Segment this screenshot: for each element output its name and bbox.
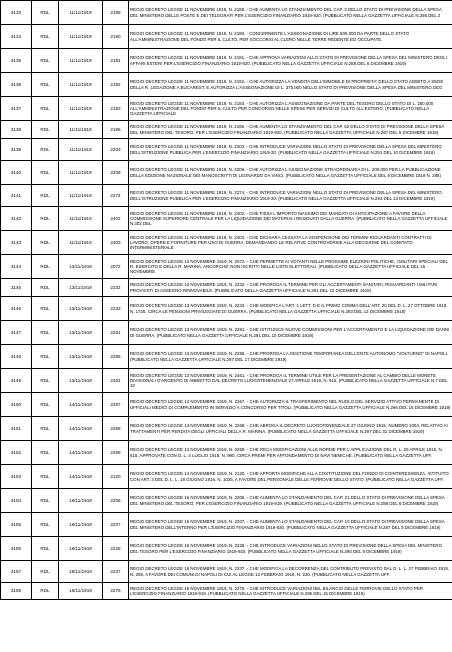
table-row xyxy=(1,279,452,297)
table-row xyxy=(1,441,452,465)
table-row xyxy=(1,321,452,345)
record-description-cell: REGIO DECRETO LEGGE 11 NOVEMBRE 1919, N. 2203. - CHE INTRODUCE VARIAZIONI NELLO STATO DI PREVISIONE DELLA SPESA DEL MINISTERO DELL'ISTRUZIONE PUBBLICA PER L'ESERCIZIO FINANZIARIO 1919-20. (PUBBLICATO NELLA GAZZETTA UFFICIALE N.291 DEL 10 DICEMBRE 1919) xyxy=(129,139,452,161)
table-row xyxy=(1,1,452,25)
record-number-cell: 3145 xyxy=(1,279,32,297)
record-code-cell: 2281 xyxy=(103,321,129,345)
record-number-cell: 3155 xyxy=(1,513,32,537)
record-description-cell: REGIO DECRETO LEGGE 13 NOVEMBRE 1919, N. 2461. - CHE PROROGA IL TERMINE UTILE PER LA PRESENTAZIONE AL CAMBIO DELLE MONETE DIVISIONALI D'ARGENTO DI ABBIETTO DAL DECRETO LUOGOTENENZIALE 27 APRILE 1919, N. 616. (PUBBLICATO NELLA GAZZETTA UFFICIALE N.7 DEL 10 xyxy=(129,369,452,393)
record-date-cell: 14/11/1919 xyxy=(59,417,103,441)
record-code-cell: 2191 xyxy=(103,49,129,73)
record-description-cell: REGIO DECRETO LEGGE 13 NOVEMBRE 1919, N. 2233. - CHE MODIFICA L'ART. 1 LETT. D E IL PRIMO COMMA DELL'ART. 20 DEL D. L. 27 OTTOBRE 1918, N. 1726, CIRCA LE PENSIONI PRIVILEGIATE DI GUERRA. (PUBBLICATO NELLA GAZZETTA UFFICIALE N.293 DEL 12 DICEMBRE 1919) xyxy=(129,297,452,321)
record-type-cell: RDL xyxy=(32,121,59,139)
record-code-cell: 2206 xyxy=(103,489,129,513)
record-date-cell: 11/11/1919 xyxy=(59,185,103,207)
record-code-cell: 2189 xyxy=(103,1,129,25)
record-description-cell: REGIO DECRETO LEGGE 14 NOVEMBRE 1919, N. 2267. - CHE AUTORIZZA IL TRASFERIMENTO NEL RUOLO DEL SERVIZIO ATTIVO PERMANENTE DI UFFICIALI MEDICI DI COMPLEMENTO IN SERVIZIO A CONCORSO PER TITOLI. (PUBBLICATO NELLA GAZZETTA UFFICIALE N.296 DEL 16 DICEMBRE 1919) xyxy=(129,393,452,417)
record-type-cell: RDL xyxy=(32,207,59,231)
record-description-cell: REGIO DECRETO LEGGE 14 NOVEMBRE 1919, N. 2268. - CHE ABROGA IL DECRETO LUOGOTENENZIALE 27 GIUGNO 1915, NUMERO 1004, RELATIVO AI TRATTAMENTI PER PERDITA DEGLI UFFICIALI DELLA R. MARINA. (PUBBLICATO NELLA GAZZETTA UFFICIALE N.297 DEL 31 DICEMBRE 1919) xyxy=(129,417,452,441)
record-number-cell: 3152 xyxy=(1,441,32,465)
record-date-cell: 11/11/1919 xyxy=(59,231,103,255)
record-number-cell: 3141 xyxy=(1,185,32,207)
table-row xyxy=(1,121,452,139)
record-code-cell: 2209 xyxy=(103,161,129,185)
record-description-cell: REGIO DECRETO LEGGE 11 NOVEMBRE 1919, N. 2209. - CHE AUTORIZZA L'ASSEGNAZIONE STRAORDINARIA DI L. 200.000 PER LA PUBBLICAZIONE DELLA EDIZIONE NAZIONALE DEI MANOSCRITTI DI LEONARDO DA VINCI. (PUBBLICATO NELLA GAZZETTA UFFICIALE DEL 6 DICEMBRE 1919 N. 288) xyxy=(129,161,452,185)
record-type-cell: RDL xyxy=(32,1,59,25)
record-type-cell: RDL xyxy=(32,97,59,121)
record-date-cell: 13/11/1919 xyxy=(59,279,103,297)
record-type-cell: RDL xyxy=(32,255,59,279)
record-number-cell: 3157 xyxy=(1,561,32,583)
table-row xyxy=(1,369,452,393)
record-code-cell: 2274 xyxy=(103,185,129,207)
record-number-cell: 3136 xyxy=(1,73,32,97)
record-description-cell: REGIO DECRETO LEGGE 11 NOVEMBRE 1919, N. 2188. - CHE AUMENTA LO STANZIAMENTO DEL CAP. 3 DELLO STATO DI PREVISIONE DELLA SPESA DEL MINISTERO DELLE POSTE E DEI TELEGRAFI PER L'ESERCIZIO FINANZIARIO 1919-920. (PUBBLICATO NELLA GAZZETTA UFFICIALE N.286 DEL 2 xyxy=(129,1,452,25)
table-row xyxy=(1,513,452,537)
record-type-cell: RDL xyxy=(32,49,59,73)
record-date-cell: 13/11/1919 xyxy=(59,297,103,321)
record-number-cell: 3154 xyxy=(1,489,32,513)
record-type-cell: RDL xyxy=(32,25,59,49)
record-number-cell: 3139 xyxy=(1,139,32,161)
record-type-cell: RDL xyxy=(32,417,59,441)
table-row xyxy=(1,49,452,73)
table-row xyxy=(1,161,452,185)
record-number-cell: 3149 xyxy=(1,369,32,393)
record-date-cell: 14/11/1919 xyxy=(59,441,103,465)
record-code-cell: 2072 xyxy=(103,255,129,279)
record-number-cell: 3158 xyxy=(1,583,32,600)
table-row xyxy=(1,465,452,489)
table-row xyxy=(1,417,452,441)
record-type-cell: RDL xyxy=(32,513,59,537)
record-code-cell: 2207 xyxy=(103,513,129,537)
record-code-cell: 2203 xyxy=(103,139,129,161)
table-row xyxy=(1,393,452,417)
record-type-cell: RDL xyxy=(32,279,59,297)
record-number-cell: 3140 xyxy=(1,161,32,185)
record-description-cell: REGIO DECRETO LEGGE 14 NOVEMBRE 1919, N. 2269. - CHE RECA MODIFICAZIONI ALLE NORME PER L'APPLICAZIONE DEL R. L. 29 APRILE 1915, N. 615, APPROVATE CON D. L. 4 LUGLIO 1918, N. 990, CIRCA PREMI PER AFFONDAMENTO DI NAVI NEMICHE. (PUBBLICATO NELLA GAZZETTA UFF. xyxy=(129,441,452,465)
record-type-cell: RDL xyxy=(32,393,59,417)
record-date-cell: 11/11/1919 xyxy=(59,25,103,49)
record-type-cell: RDL xyxy=(32,231,59,255)
record-date-cell: 13/11/1919 xyxy=(59,255,103,279)
record-date-cell: 13/11/1919 xyxy=(59,369,103,393)
record-description-cell: REGIO DECRETO LEGGE 11 NOVEMBRE 1919, N. 2191. - CHE APPROVA VARIAZIONI ALLO STATO DI PREVISIONE DELLA SPESA DEL MINISTERO DEGLI AFFARI ESTERI PER L'ESERCIZIO FINANZIARIO 1919-920. (PUBBLICATO NELLA GAZZETTA UFFICIALE N.288 DEL 6 DICEMBRE 1919) xyxy=(129,49,452,73)
record-description-cell: REGIO DECRETO LEGGE 11 NOVEMBRE 1919, N. 2192. - CHE AUTORIZZA LA VENDITA DELL'IMMOBILE DI PROPRIETA' DELLO STATO ADIBITO A SEDE DELLA R. LEGAZIONE A BUCAREST, E AUTORIZZA L'ASSEGNAZIONE DI L. 375.000 NELLO STATO DI PREVISIONE DELLA SPESA DEL MINISTERO DEG xyxy=(129,73,452,97)
record-description-cell: REGIO DECRETO LEGGE 16 NOVEMBRE 1919, N. 2228. - CHE INTRODUCE VARIAZIONI NELLO STATO DI PREVISIONE DELLA SPESA DEL MINISTERO DEL TESORO PER L'ESERCIZIO FINANZIARIO 1919-920. (PUBBLICATO NELLA GAZZETTA UFFICIALE N.290 DEL 9 DICEMBRE 1919) xyxy=(129,537,452,561)
record-description-cell: REGIO DECRETO LEGGE 13 NOVEMBRE 1919, N. 2295. - CHE PROROGA LA GESTIONE TEMPORANEA DELL'ENTE AUTONOMO "VOLTURNO" DI NAPOLI. (PUBBLICATO NELLA GAZZETTA UFFICIALE N.297 DEL 17 DICEMBRE 1919) xyxy=(129,345,452,369)
record-number-cell: 3138 xyxy=(1,121,32,139)
record-type-cell: RDL xyxy=(32,441,59,465)
record-number-cell: 3146 xyxy=(1,297,32,321)
record-date-cell: 16/11/1919 xyxy=(59,513,103,537)
record-code-cell: 2228 xyxy=(103,537,129,561)
record-description-cell: REGIO DECRETO LEGGE 11 NOVEMBRE 1919, N. 2190. - CONCERNENTE L'ASSEGNAZIONE DI LIRE 500.000 DA PARTE DELLO STATO ALL'AMMINISTRAZIONE DEL FONDO PER IL CULTO, PER SOCCORSI AL CLERO NELLE TERRE REDENTE ED OCCUPATE. xyxy=(129,25,452,49)
table-row xyxy=(1,25,452,49)
record-type-cell: RDL xyxy=(32,465,59,489)
records-body xyxy=(1,1,452,600)
table-row xyxy=(1,297,452,321)
record-description-cell: REGIO DECRETO LEGGE 11 NOVEMBRE 1919, N. 2193. - CHE AUTORIZZA L'ASSEGNAZIONE DA PARTE DEL TESORO DELLO STATO DI L. 250.000 ALL'AMMINISTRAZIONE DEL FONDO PER IL CULTO PER CONCORSO NELLE SPESE PER SERVIZI DI CULTO ALL'ESTERO. (PUBBLICATO NELLA GAZZETTA UFFICIALE xyxy=(129,97,452,121)
record-date-cell: 16/11/1919 xyxy=(59,537,103,561)
record-number-cell: 3142 xyxy=(1,207,32,231)
record-date-cell: 13/11/1919 xyxy=(59,345,103,369)
record-number-cell: 3133 xyxy=(1,1,32,25)
table-row xyxy=(1,255,452,279)
record-date-cell: 16/11/1919 xyxy=(59,561,103,583)
record-number-cell: 3137 xyxy=(1,97,32,121)
record-number-cell: 3151 xyxy=(1,417,32,441)
record-type-cell: RDL xyxy=(32,321,59,345)
table-row xyxy=(1,537,452,561)
record-code-cell: 2196 xyxy=(103,121,129,139)
table-row xyxy=(1,97,452,121)
record-description-cell: REGIO DECRETO LEGGE 13 NOVEMBRE 1919, N. 2232. - CHE PROROGA IL TERMINE PER GLI ACCERTAMENTI SANITARI, RIGUARDANTI I MILITARI PROVVISTI DI ASSEGNO RINNOVABILE. (PUBBLICATO NELLA GAZZETTA UFFICIALE N.291 DEL 10 DICEMBRE 1919) xyxy=(129,279,452,297)
record-code-cell: 2403 xyxy=(103,231,129,255)
record-date-cell: 11/11/1919 xyxy=(59,97,103,121)
record-description-cell: REGIO DECRETO LEGGE 11 NOVEMBRE 1919, N. 2403. - CHE DICHIARA CESSATA LA SOSPENSIONE DEI TERMINI RIGUARDANTI CONTRATTI DI LAVORO, OPERE E FORNITURE PER USO DI GUERRA, DEMANDANDO LE RELATIVE CONTROVERSIE ALLA DECISIONE DEL COMITATO INTERMINISTERIALE xyxy=(129,231,452,255)
record-date-cell: 11/11/1919 xyxy=(59,49,103,73)
record-number-cell: 3153 xyxy=(1,465,32,489)
record-code-cell: 2268 xyxy=(103,417,129,441)
record-type-cell: RDL xyxy=(32,345,59,369)
table-row xyxy=(1,561,452,583)
record-number-cell: 3144 xyxy=(1,255,32,279)
record-date-cell: 11/11/1919 xyxy=(59,161,103,185)
record-date-cell: 16/11/1919 xyxy=(59,489,103,513)
record-description-cell: REGIO DECRETO LEGGE 16 NOVEMBRE 1919, N. 2275. - CHE INTRODUCE VARIAZIONI NEL BILANCIO DELLE FERROVIE DELLO STATO PER L'ESERCIZIO FINANZIARIO 1919-919. (PUBBLICATO NELLA GAZZETTA UFFICIALE N.295 DEL 15 DICEMBRE 1919) xyxy=(129,583,452,600)
table-row xyxy=(1,73,452,97)
record-type-cell: RDL xyxy=(32,73,59,97)
record-description-cell: REGIO DECRETO LEGGE 11 NOVEMBRE 1919, N. 2402. - CHE FISSA L'IMPORTO MASSIMO DEI MANDATI DI ANTICIPAZIONE A FAVORE DELLA COMMISSIONE SUPERIORE CENTRALE PER LA LIQUIDAZIONE DEI MATERIALI RESIDUATI DALLA GUERRA. (PUBBLICATO NELLA GAZZETTA UFFICIALE N.302 DEL xyxy=(129,207,452,231)
record-description-cell: REGIO DECRETO LEGGE 16 NOVEMBRE 1919, N. 2206. - CHE AUMENTA LO STANZIAMENTO DEL CAP. 21 DELLO STATO DI PREVISIONE DELLA SPESA DEL MINISTERO DEL TESORO, PER L'ESERCIZIO FINANZIARIO 1919-919. (PUBBLICATO NELLA GAZZETTA UFFICIALE N.288 DEL 6 DICEMBRE 1919) xyxy=(129,489,452,513)
record-date-cell: 14/11/1919 xyxy=(59,465,103,489)
record-date-cell: 11/11/1919 xyxy=(59,139,103,161)
table-row xyxy=(1,207,452,231)
record-type-cell: RDL xyxy=(32,185,59,207)
record-code-cell: 2190 xyxy=(103,25,129,49)
record-number-cell: 3148 xyxy=(1,345,32,369)
record-code-cell: 2269 xyxy=(103,441,129,465)
record-date-cell: 11/11/1919 xyxy=(59,121,103,139)
record-type-cell: RDL xyxy=(32,561,59,583)
record-code-cell: 2233 xyxy=(103,297,129,321)
record-description-cell: REGIO DECRETO LEGGE 11 NOVEMBRE 1919, N. 2196. - CHE AUMENTA LO STANZIAMENTO DEL CAP. 62 DELLO STATO DI PREVISIONE DELLA SPESA DEL MINISTERO DEL TESORO, PER L'ESERCIZIO FINANZIARIO 1919-920. (PUBBLICATO NELLA GAZZETTA UFFICIALE N.287 DEL 5 DICEMBRE 1919) xyxy=(129,121,452,139)
record-date-cell: 13/11/1919 xyxy=(59,321,103,345)
record-type-cell: RDL xyxy=(32,369,59,393)
record-code-cell: 2461 xyxy=(103,369,129,393)
table-row xyxy=(1,583,452,600)
record-type-cell: RDL xyxy=(32,139,59,161)
record-code-cell: 2267 xyxy=(103,393,129,417)
record-type-cell: RDL xyxy=(32,537,59,561)
record-number-cell: 3143 xyxy=(1,231,32,255)
record-code-cell: 2402 xyxy=(103,207,129,231)
table-row xyxy=(1,231,452,255)
record-description-cell: REGIO DECRETO LEGGE 11 NOVEMBRE 1919, N. 2274. - CHE INTRODUCE VARIAZIONI NELLO STATO DI PREVISIONE DELLA SPESA DEL MINISTERO DELL'ISTRUZIONE PUBBLICA PER L'ESERCIZIO FINANZIARIO 1919-20. (PUBBLICATO NELLA GAZZETTA UFFICIALE N.293 DEL 13 DICEMBRE 1919) xyxy=(129,185,452,207)
record-number-cell: 3135 xyxy=(1,49,32,73)
table-row xyxy=(1,139,452,161)
record-code-cell: 2275 xyxy=(103,583,129,600)
record-description-cell: REGIO DECRETO LEGGE 13 NOVEMBRE 1919, N. 2072. - CHE PERMETTE AI VOTANTI NELLE PROSSIME ELEZIONI POLITICHE, I MILITARI SPECIALI DEL R. ESERCITO E DELLA R. MARINA, ANCORCHE' NON ISCRITTI NELLE LISTE ELETTORALI. (PUBBLICATO NELLA GAZZETTA UFFICIALE DEL 15 NOVEMBRE xyxy=(129,255,452,279)
record-description-cell: REGIO DECRETO LEGGE 16 NOVEMBRE 1919, N. 2237. - CHE MODIFICA LA DECORRENZA DEL CONTRIBUTO PREVISTO DAL D. L. L. 27 FEBBRAIO 1919, N. 296, A FAVORE DEI COMUNI DI NAPOLI DI CUI AL LEGGE 12 FEBBRAIO 1919, N. 220. (PUBBLICATO NELLA GAZZETTA UFF. xyxy=(129,561,452,583)
record-date-cell: 11/11/1919 xyxy=(59,1,103,25)
record-date-cell: 11/11/1919 xyxy=(59,73,103,97)
record-code-cell: 2120 xyxy=(103,465,129,489)
record-code-cell: 2237 xyxy=(103,561,129,583)
record-date-cell: 16/11/1919 xyxy=(59,583,103,600)
table-row xyxy=(1,345,452,369)
record-type-cell: RDL xyxy=(32,583,59,600)
record-number-cell: 3150 xyxy=(1,393,32,417)
record-type-cell: RDL xyxy=(32,297,59,321)
record-type-cell: RDL xyxy=(32,161,59,185)
table-row xyxy=(1,489,452,513)
record-description-cell: REGIO DECRETO LEGGE 16 NOVEMBRE 1919, N. 2207. - CHE AUMENTA LO STANZIAMENTO DEL CAP. 10 DELLO STATO DI PREVISIONE DELLA SPESA DEL MINISTERO DELL'INTERNO PER L'ESERCIZIO FINANZIARIO 1919-920. (PUBBLICATO NELLA GAZZETTA UFFICIALE N.287 DEL 5 DICEMBRE 1919) xyxy=(129,513,452,537)
record-code-cell: 2232 xyxy=(103,279,129,297)
record-type-cell: RDL xyxy=(32,489,59,513)
record-code-cell: 2295 xyxy=(103,345,129,369)
record-code-cell: 2192 xyxy=(103,73,129,97)
record-description-cell: REGIO DECRETO LEGGE 13 NOVEMBRE 1919, N. 2281. - CHE ISTITUISCE NUOVE COMMISSIONI PER L'ACCERTAMENTO E LA LIQUIDAZIONE DEI DANNI DI GUERRA. (PUBBLICATO NELLA GAZZETTA UFFICIALE N.291 DEL 10 DICEMBRE 1919) xyxy=(129,321,452,345)
record-date-cell: 14/11/1919 xyxy=(59,393,103,417)
record-code-cell: 2193 xyxy=(103,97,129,121)
record-number-cell: 3156 xyxy=(1,537,32,561)
record-number-cell: 3134 xyxy=(1,25,32,49)
record-date-cell: 11/11/1919 xyxy=(59,207,103,231)
table-row xyxy=(1,185,452,207)
record-description-cell: REGIO DECRETO LEGGE 14 NOVEMBRE 1919, N. 2120. - CHE APPORTA MODIFICHE ALLA COSTITUZIONE DEL FONDO DI COINTERESSENZA, ISTITUITO CON ART. 3 DEL D. L. L. 18 GIUGNO 1916, N. 1025, A FAVORE DEL PERSONALE DELLE FERROVIE DELLO STATO. (PUBBLICATO NELLA GAZZETTA UFF. xyxy=(129,465,452,489)
record-number-cell: 3147 xyxy=(1,321,32,345)
